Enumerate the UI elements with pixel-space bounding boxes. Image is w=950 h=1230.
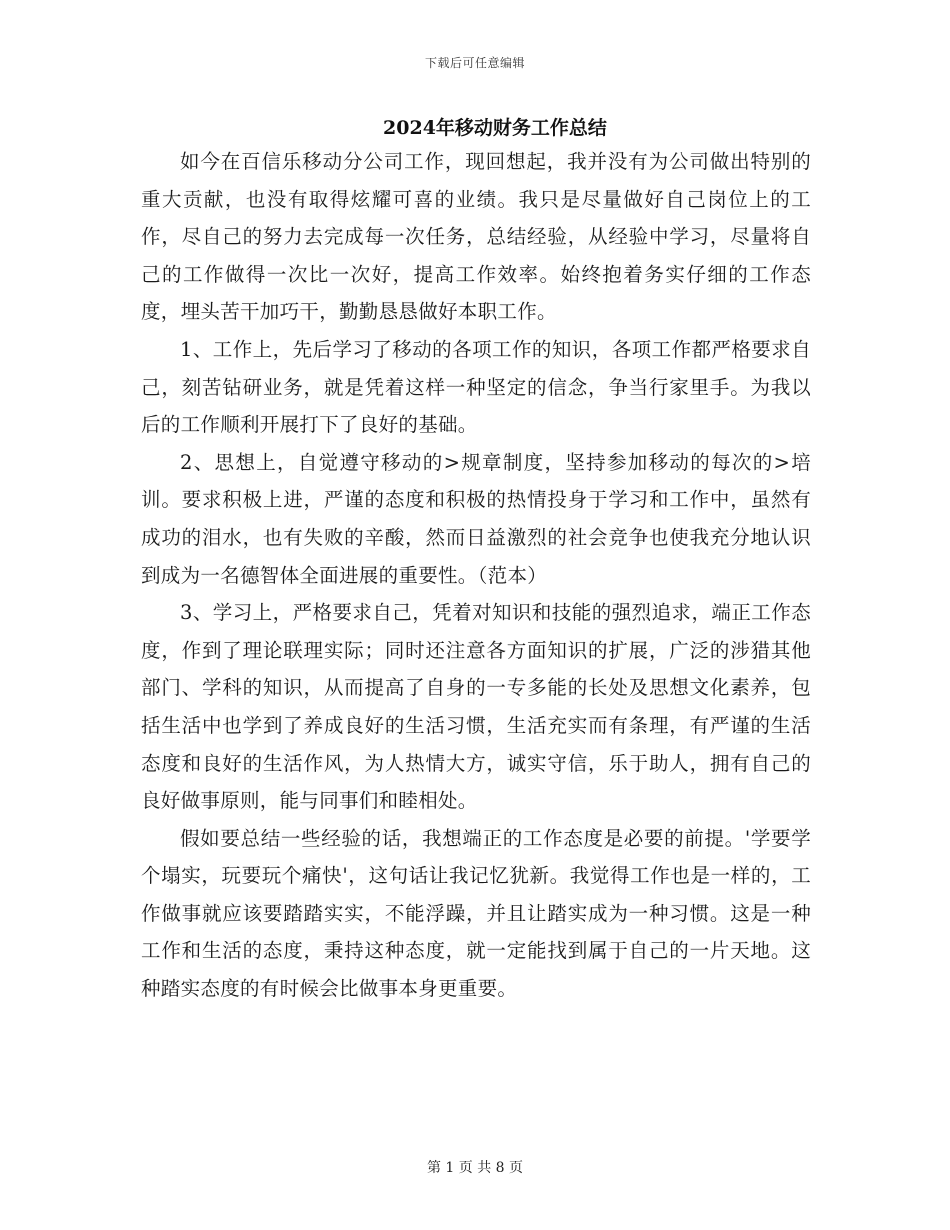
paragraph-thought: 2、思想上，自觉遵守移动的>规章制度，坚持参加移动的每次的>培训。要求积极上进，严谨的态度和积极的热情投身于学习和工作中，虽然有成功的泪水，也有失败的辛酸，然而日益激烈的社会竞争也使我充分地认识到成为一名德智体全面进展的重要性。（范本） <box>141 450 811 587</box>
document-title: 2024年移动财务工作总结 <box>383 117 607 139</box>
paragraph-intro: 如今在百信乐移动分公司工作，现回想起，我并没有为公司做出特别的重大贡献，也没有取得炫耀可喜的业绩。我只是尽量做好自己岗位上的工作，尽自己的努力去完成每一次任务，总结经验，从经验中学习，尽量将自己的工作做得一次比一次好，提高工作效率。始终抱着务实仔细的工作态度，埋头苦干加巧干，勤勤恳恳做好本职工作。 <box>141 150 811 324</box>
paragraph-work: 1、工作上，先后学习了移动的各项工作的知识，各项工作都严格要求自己，刻苦钻研业务，就是凭着这样一种坚定的信念，争当行家里手。为我以后的工作顺利开展打下了良好的基础。 <box>141 337 811 437</box>
paragraph-experience: 假如要总结一些经验的话，我想端正的工作态度是必要的前提。'学要学个塌实，玩要玩个痛快'，这句话让我记忆犹新。我觉得工作也是一样的，工作做事就应该要踏踏实实，不能浮躁，并且让踏实成为一种习惯。这是一种工作和生活的态度，秉持这种态度，就一定能找到属于自己的一片天地。这种踏实态度的有时候会比做事本身更重要。 <box>141 826 811 1001</box>
paragraph-study: 3、学习上，严格要求自己，凭着对知识和技能的强烈追求，端正工作态度，作到了理论联理实际；同时还注意各方面知识的扩展，广泛的涉猎其他部门、学科的知识，从而提高了自身的一专多能的长处及思想文化素养，包括生活中也学到了养成良好的生活习惯，生活充实而有条理，有严谨的生活态度和良好的生活作风，为人热情大方，诚实守信，乐于助人，拥有自己的良好做事原则，能与同事们和睦相处。 <box>141 601 811 813</box>
header-note: 下载后可任意编辑 <box>424 56 525 70</box>
page-number: 第 1 页 共 8 页 <box>426 1160 524 1176</box>
document-body <box>141 143 811 1008</box>
